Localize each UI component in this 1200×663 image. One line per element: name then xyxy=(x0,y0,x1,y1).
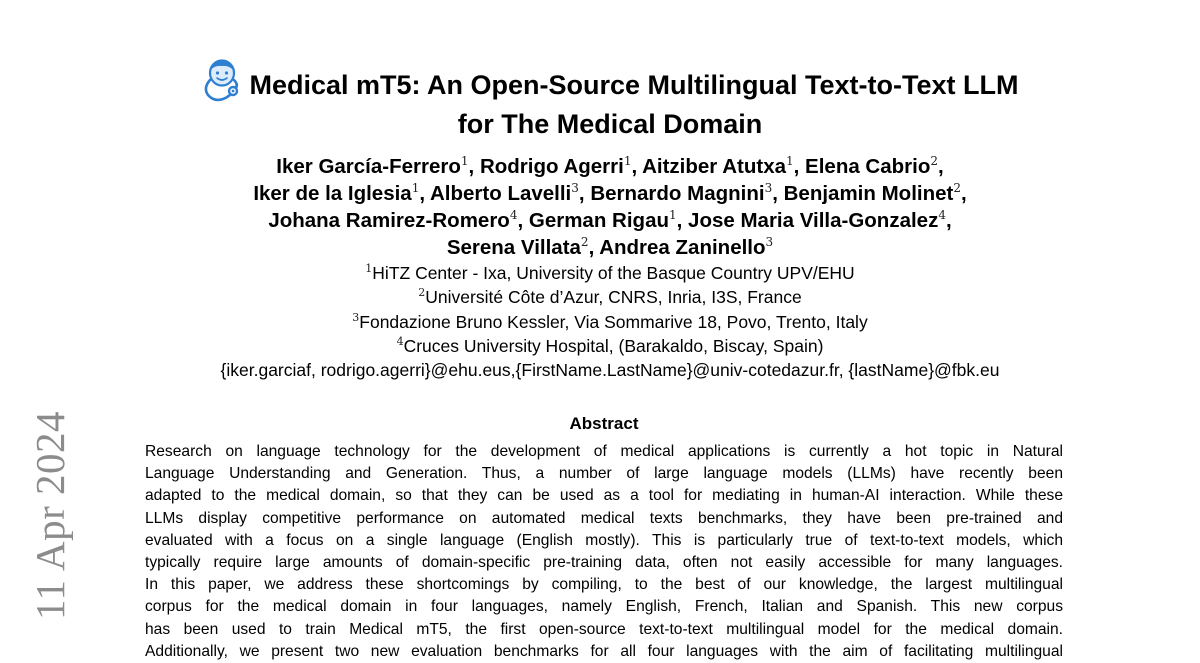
abstract-line: corpus for the medical domain in four languages, namely English, French, Italian and Spanish. This new corpus xyxy=(145,598,1063,616)
author-line xyxy=(140,180,1080,207)
affiliation-marker: 2 xyxy=(580,235,589,249)
doctor-stethoscope-icon xyxy=(201,58,243,106)
author-name: Johana Ramirez-Romero xyxy=(268,209,510,232)
affiliation-number: 1 xyxy=(365,262,373,275)
affiliation-marker: 3 xyxy=(571,181,579,195)
author-separator: , xyxy=(588,236,600,259)
affiliation-marker: 3 xyxy=(765,235,774,249)
author-name: Alberto Lavelli xyxy=(430,182,572,205)
affiliation-marker: 2 xyxy=(953,181,961,195)
author-name: Aitziber Atutxa xyxy=(642,155,786,178)
affiliation-list xyxy=(140,261,1080,382)
author-separator: , xyxy=(631,155,643,178)
author-separator: , xyxy=(960,182,967,205)
affiliation-number: 4 xyxy=(396,334,404,348)
author-separator: , xyxy=(676,209,689,232)
author-name: Rodrigo Agerri xyxy=(479,155,624,178)
author-list xyxy=(140,153,1080,261)
author-line xyxy=(140,234,1080,261)
affiliation-marker: 4 xyxy=(938,208,946,222)
author-separator: , xyxy=(772,182,784,205)
author-separator: , xyxy=(419,182,430,205)
abstract-line: adapted to the medical domain, so that they can be used as a tool for mediating in human-AI interaction. While these xyxy=(145,487,1063,505)
affiliation-marker: 1 xyxy=(411,181,420,195)
title-line-2: for The Medical Domain xyxy=(457,109,763,139)
affiliation-text: HiTZ Center - Ixa, University of the Basque Country UPV/EHU xyxy=(372,263,855,283)
author-name: German Rigau xyxy=(528,209,669,232)
affiliation-text: Université Côte d’Azur, CNRS, Inria, I3S, France xyxy=(425,287,802,308)
affiliation-line xyxy=(140,334,1080,358)
affiliation-line xyxy=(140,285,1080,309)
abstract-line: In this paper, we address these shortcomings by compiling, to the best of our knowledge, the largest multilingual xyxy=(145,576,1063,594)
title-line-1 xyxy=(140,58,1080,106)
affiliation-marker: 1 xyxy=(669,208,677,222)
affiliation-text: Fondazione Bruno Kessler, Via Sommarive 18, Povo, Trento, Italy xyxy=(359,311,868,332)
paper-title xyxy=(140,58,1080,142)
affiliation-line xyxy=(140,261,1080,285)
affiliation-number: 3 xyxy=(352,310,360,324)
abstract-line: typically require large amounts of domain-specific pre-training data, often not easily accessible for many languages. xyxy=(145,553,1063,571)
author-name: Benjamin Molinet xyxy=(783,182,954,205)
affiliation-marker: 1 xyxy=(460,154,469,168)
author-separator: , xyxy=(578,182,591,205)
title-text-1: Medical mT5: An Open-Source Multilingual Text-to-Text LLM xyxy=(249,70,1019,100)
author-separator: , xyxy=(938,155,944,178)
author-name: Elena Cabrio xyxy=(805,155,931,178)
author-separator: , xyxy=(793,155,806,178)
author-name: Jose Maria Villa-Gonzalez xyxy=(688,209,939,232)
author-emails: {iker.garciaf, rodrigo.agerri}@ehu.eus,{FirstName.LastName}@univ-cotedazur.fr, {lastName}@fbk.eu xyxy=(220,360,1000,381)
author-name: Bernardo Magnini xyxy=(590,182,765,205)
abstract-line: Research on language technology for the development of medical applications is currently a hot topic in Natural xyxy=(145,443,1063,460)
author-name: Serena Villata xyxy=(446,236,581,259)
abstract-line: Language Understanding and Generation. Thus, a number of large language models (LLMs) have recently been xyxy=(145,465,1063,483)
abstract-line: has been used to train Medical mT5, the first open-source text-to-text multilingual model for the medical domain. xyxy=(145,620,1063,638)
affiliation-marker: 1 xyxy=(786,154,794,168)
author-line xyxy=(140,153,1080,180)
author-separator: , xyxy=(945,209,952,232)
affiliation-marker: 4 xyxy=(509,208,518,222)
affiliation-text: Cruces University Hospital, (Barakaldo, Biscay, Spain) xyxy=(403,335,824,356)
affiliation-line xyxy=(140,310,1080,334)
author-name: Iker de la Iglesia xyxy=(253,182,412,205)
author-line xyxy=(140,207,1080,234)
abstract-line: evaluated with a focus on a single language (English mostly). This is particularly true of text-to-text models, which xyxy=(145,531,1063,549)
author-separator: , xyxy=(468,155,480,178)
author-name: Andrea Zaninello xyxy=(599,236,766,259)
affiliation-marker: 3 xyxy=(764,181,773,195)
affiliation-marker: 1 xyxy=(623,154,632,168)
author-separator: , xyxy=(517,209,529,232)
affiliation-marker: 2 xyxy=(930,154,938,168)
abstract-line: LLMs display competitive performance on automated medical texts benchmarks, they have been pre-trained and xyxy=(145,509,1063,527)
abstract-heading: Abstract xyxy=(569,414,639,433)
author-name: Iker García-Ferrero xyxy=(276,155,461,178)
arxiv-date-stamp: 11 Apr 2024 xyxy=(27,411,73,620)
affiliation-number: 2 xyxy=(418,286,426,300)
abstract-body xyxy=(145,441,1063,663)
abstract-line: Additionally, we present two new evaluation benchmarks for all four languages with the aim of facilitating multilingual xyxy=(145,642,1063,660)
